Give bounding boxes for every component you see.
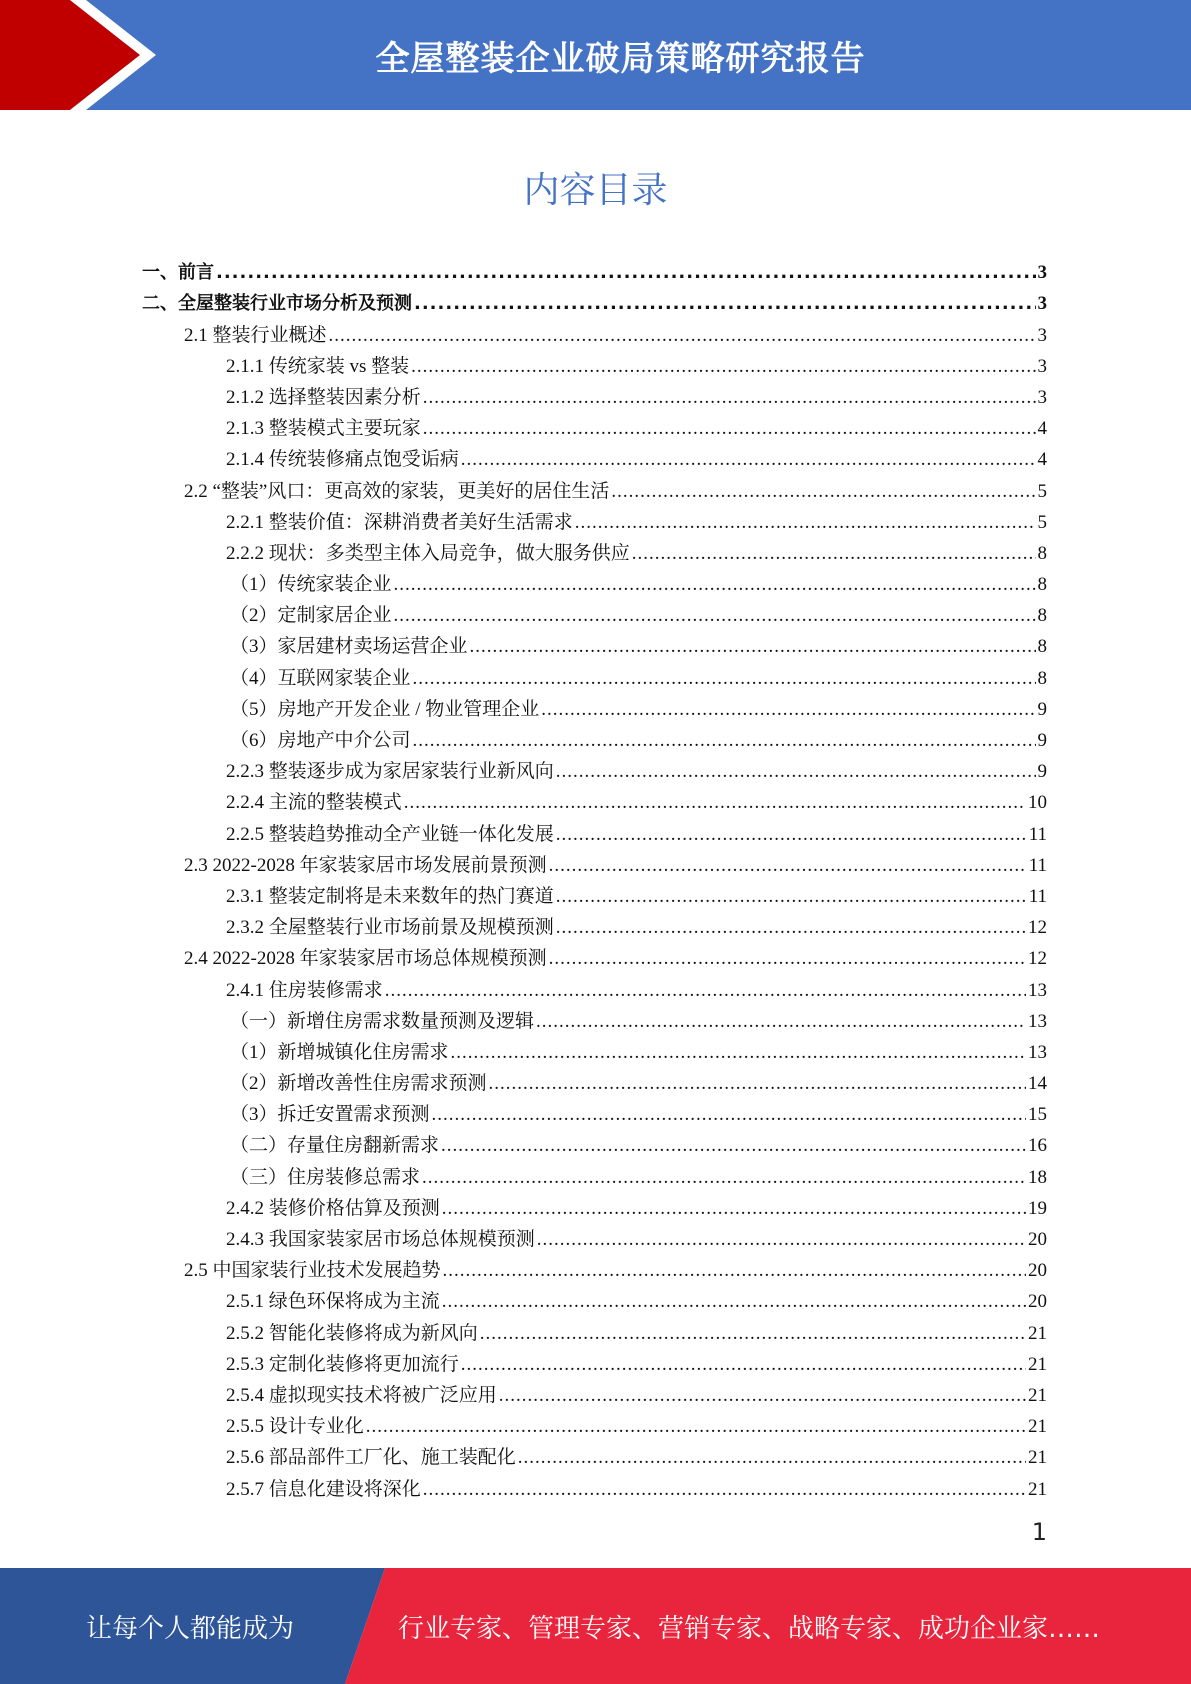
toc-leader-dots: [536, 1010, 1026, 1034]
footer-slogan-right: 行业专家、管理专家、营销专家、战略专家、成功企业家……: [398, 1613, 1101, 1644]
toc-leader-dots: [470, 635, 1036, 659]
toc-entry-page: 8: [1037, 636, 1047, 658]
table-of-contents: [0, 254, 1191, 1502]
toc-entry-page: 20: [1028, 1291, 1047, 1313]
toc-leader-dots: [541, 698, 1035, 722]
toc-entry[interactable]: [0, 441, 1047, 472]
toc-entry-label: 2.2.2 现状：多类型主体入局竞争，做大服务供应: [226, 542, 630, 564]
toc-leader-dots: [366, 1415, 1026, 1439]
toc-entry-page: 11: [1028, 823, 1047, 845]
toc-leader-dots: [556, 760, 1036, 784]
toc-entry-page: 20: [1028, 1260, 1047, 1282]
toc-leader-dots: [394, 573, 1036, 597]
toc-entry-label: 2.5.4 虚拟现实技术将被广泛应用: [226, 1384, 497, 1406]
toc-entry[interactable]: [0, 659, 1047, 690]
toc-leader-dots: [385, 979, 1026, 1003]
toc-entry[interactable]: [0, 691, 1047, 722]
toc-leader-dots: [411, 355, 1035, 379]
toc-entry-page: 9: [1037, 761, 1047, 783]
toc-entry-label: （1）传统家装企业: [230, 574, 392, 596]
toc-entry-label: 2.1.2 选择整装因素分析: [226, 386, 421, 408]
toc-leader-dots: [423, 417, 1036, 441]
toc-entry-page: 19: [1028, 1197, 1047, 1219]
toc-entry-label: 2.1 整装行业概述: [184, 324, 327, 346]
toc-leader-dots: [549, 947, 1026, 971]
toc-entry-page: 11: [1028, 885, 1047, 907]
toc-entry[interactable]: [0, 472, 1047, 503]
toc-leader-dots: [461, 448, 1036, 472]
toc-entry-label: （5）房地产开发企业 / 物业管理企业: [230, 698, 540, 720]
toc-entry[interactable]: [0, 909, 1047, 940]
toc-entry[interactable]: [0, 566, 1047, 597]
toc-entry[interactable]: [0, 1096, 1047, 1127]
toc-entry-page: 3: [1037, 386, 1047, 408]
toc-entry-label: 2.5.3 定制化装修将更加流行: [226, 1353, 459, 1375]
toc-entry-label: 2.4.1 住房装修需求: [226, 979, 383, 1001]
footer-slogan-left: 让每个人都能成为: [85, 1613, 294, 1644]
toc-entry-label: （三）住房装修总需求: [230, 1166, 421, 1188]
toc-entry-page: 11: [1028, 854, 1047, 876]
toc-leader-dots: [537, 1228, 1026, 1252]
toc-entry-page: 4: [1037, 449, 1047, 471]
toc-entry[interactable]: [0, 1003, 1047, 1034]
toc-entry[interactable]: [0, 285, 1047, 316]
toc-entry-page: 5: [1037, 511, 1047, 533]
toc-leader-dots: [461, 1353, 1026, 1377]
toc-leader-dots: [394, 604, 1036, 628]
toc-leader-dots: [441, 1134, 1026, 1158]
toc-entry-page: 9: [1037, 730, 1047, 751]
toc-entry[interactable]: [0, 1034, 1047, 1065]
toc-entry-page: 21: [1028, 1322, 1047, 1344]
toc-leader-dots: [422, 1166, 1026, 1190]
toc-entry-label: 2.1.3 整装模式主要玩家: [226, 418, 421, 440]
toc-entry-page: 21: [1028, 1416, 1047, 1438]
toc-entry[interactable]: [0, 753, 1047, 784]
toc-entry-label: 2.2.5 整装趋势推动全产业链一体化发展: [226, 823, 554, 845]
toc-entry-label: 2.2.1 整装价值：深耕消费者美好生活需求: [226, 511, 573, 533]
toc-entry-page: 8: [1037, 667, 1047, 689]
toc-entry[interactable]: [0, 1346, 1047, 1377]
toc-entry-page: 13: [1028, 979, 1047, 1001]
toc-leader-dots: [499, 1384, 1026, 1408]
toc-entry-page: 18: [1028, 1166, 1047, 1188]
toc-entry-page: 12: [1028, 948, 1047, 970]
toc-entry-label: 2.5.5 设计专业化: [226, 1416, 364, 1438]
toc-entry-page: 13: [1028, 1010, 1047, 1032]
toc-entry-page: 8: [1037, 605, 1047, 627]
toc-entry-page: 5: [1037, 480, 1047, 502]
toc-entry[interactable]: [0, 1221, 1047, 1252]
toc-entry-label: （一）新增住房需求数量预测及逻辑: [230, 1010, 535, 1032]
toc-entry[interactable]: [0, 1190, 1047, 1221]
toc-leader-dots: [442, 1197, 1026, 1221]
toc-entry[interactable]: [0, 1158, 1047, 1189]
toc-entry-page: 9: [1037, 698, 1047, 720]
toc-entry-page: 21: [1028, 1478, 1047, 1500]
toc-entry-label: （3）拆迁安置需求预测: [230, 1104, 430, 1126]
toc-entry-label: （4）互联网家装企业: [230, 667, 411, 689]
toc-entry-page: 21: [1028, 1384, 1047, 1406]
toc-entry[interactable]: [0, 379, 1047, 410]
toc-entry-label: 2.4.3 我国家装家居市场总体规模预测: [226, 1229, 535, 1250]
toc-entry-page: 3: [1037, 355, 1047, 377]
toc-entry-label: （二）存量住房翻新需求: [230, 1135, 440, 1157]
toc-leader-dots: [216, 261, 1036, 285]
toc-entry[interactable]: [0, 535, 1047, 566]
toc-entry[interactable]: [0, 504, 1047, 535]
toc-entry-label: 2.3.1 整装定制将是未来数年的热门赛道: [226, 885, 554, 907]
toc-leader-dots: [549, 854, 1027, 878]
toc-leader-dots: [518, 1446, 1026, 1470]
toc-entry-label: （3）家居建材卖场运营企业: [230, 636, 468, 658]
toc-entry[interactable]: [0, 940, 1047, 971]
toc-leader-dots: [451, 1041, 1026, 1065]
toc-leader-dots: [480, 1322, 1026, 1346]
toc-entry-page: 20: [1028, 1229, 1047, 1250]
toc-entry-label: 二、全屋整装行业市场分析及预测: [142, 293, 412, 315]
toc-entry[interactable]: [0, 1408, 1047, 1439]
toc-leader-dots: [413, 729, 1036, 753]
toc-entry-label: （1）新增城镇化住房需求: [230, 1041, 449, 1063]
toc-leader-dots: [489, 1072, 1026, 1096]
toc-entry-page: 21: [1028, 1353, 1047, 1375]
toc-entry[interactable]: [0, 1377, 1047, 1408]
toc-entry-label: 2.4 2022-2028 年家装家居市场总体规模预测: [184, 948, 547, 970]
toc-leader-dots: [413, 667, 1036, 691]
toc-entry-label: 2.5.1 绿色环保将成为主流: [226, 1291, 440, 1313]
toc-entry-label: 2.2.4 主流的整装模式: [226, 792, 402, 814]
toc-leader-dots: [404, 791, 1026, 815]
toc-entry-page: 13: [1028, 1041, 1047, 1063]
toc-entry-page: 3: [1037, 324, 1047, 346]
toc-entry-label: 2.2 “整装”风口：更高效的家装，更美好的居住生活: [184, 480, 610, 502]
toc-leader-dots: [611, 480, 1035, 504]
toc-entry[interactable]: [0, 628, 1047, 659]
toc-entry[interactable]: [0, 1252, 1047, 1283]
toc-entry[interactable]: [0, 878, 1047, 909]
toc-entry[interactable]: [0, 722, 1047, 753]
toc-entry[interactable]: [0, 784, 1047, 815]
toc-entry[interactable]: [0, 348, 1047, 379]
toc-leader-dots: [414, 292, 1036, 316]
toc-entry-label: 2.5.6 部品部件工厂化、施工装配化: [226, 1447, 516, 1469]
toc-entry-label: 2.2.3 整装逐步成为家居家装行业新风向: [226, 761, 554, 783]
toc-leader-dots: [632, 542, 1036, 566]
toc-entry[interactable]: [0, 971, 1047, 1002]
toc-entry[interactable]: [0, 1314, 1047, 1345]
toc-entry[interactable]: [0, 1439, 1047, 1470]
toc-entry-page: 3: [1037, 293, 1047, 315]
toc-leader-dots: [443, 1259, 1026, 1283]
toc-entry[interactable]: [0, 1283, 1047, 1314]
toc-entry-page: 21: [1028, 1447, 1047, 1469]
page-number: 1: [1031, 1518, 1047, 1546]
toc-entry[interactable]: [0, 1127, 1047, 1158]
toc-leader-dots: [329, 324, 1036, 348]
toc-entry[interactable]: [0, 815, 1047, 846]
toc-entry[interactable]: [0, 254, 1047, 285]
toc-leader-dots: [556, 916, 1026, 940]
toc-leader-dots: [423, 1478, 1026, 1502]
toc-entry[interactable]: [0, 1470, 1047, 1501]
toc-entry-label: 2.1.4 传统装修痛点饱受诟病: [226, 449, 459, 471]
toc-entry-label: 2.5.7 信息化建设将深化: [226, 1478, 421, 1500]
toc-entry-label: 2.1.1 传统家装 vs 整装: [226, 355, 410, 377]
toc-entry[interactable]: [0, 1065, 1047, 1096]
toc-entry-page: 14: [1028, 1073, 1047, 1095]
toc-leader-dots: [556, 823, 1027, 847]
toc-entry[interactable]: [0, 410, 1047, 441]
page-footer: [0, 1568, 1191, 1684]
toc-heading: 内容目录: [523, 170, 668, 211]
toc-entry-page: 16: [1028, 1135, 1047, 1157]
toc-entry-page: 8: [1037, 574, 1047, 596]
toc-entry-page: 8: [1037, 542, 1047, 564]
toc-entry-label: （6）房地产中介公司: [230, 730, 411, 751]
report-title: 全屋整装企业破局策略研究报告: [375, 38, 866, 79]
toc-entry-label: 2.3 2022-2028 年家装家居市场发展前景预测: [184, 854, 547, 876]
toc-entry-label: （2）新增改善性住房需求预测: [230, 1073, 487, 1095]
toc-entry[interactable]: [0, 597, 1047, 628]
page-header: [0, 0, 1191, 110]
toc-entry[interactable]: [0, 847, 1047, 878]
toc-leader-dots: [556, 885, 1027, 909]
toc-entry-page: 4: [1037, 418, 1047, 440]
toc-entry-label: （2）定制家居企业: [230, 605, 392, 627]
toc-entry-page: 3: [1037, 262, 1047, 284]
toc-entry-label: 2.5 中国家装行业技术发展趋势: [184, 1260, 441, 1282]
toc-entry-page: 15: [1028, 1104, 1047, 1126]
toc-leader-dots: [442, 1290, 1026, 1314]
toc-leader-dots: [575, 511, 1036, 535]
toc-entry-label: 2.3.2 全屋整装行业市场前景及规模预测: [226, 917, 554, 939]
toc-entry[interactable]: [0, 316, 1047, 347]
toc-entry-page: 12: [1028, 917, 1047, 939]
toc-entry-label: 2.4.2 装修价格估算及预测: [226, 1197, 440, 1219]
toc-entry-page: 10: [1028, 792, 1047, 814]
toc-entry-label: 2.5.2 智能化装修将成为新风向: [226, 1322, 478, 1344]
toc-entry-label: 一、前言: [142, 262, 214, 284]
toc-leader-dots: [423, 386, 1036, 410]
toc-leader-dots: [432, 1103, 1026, 1127]
